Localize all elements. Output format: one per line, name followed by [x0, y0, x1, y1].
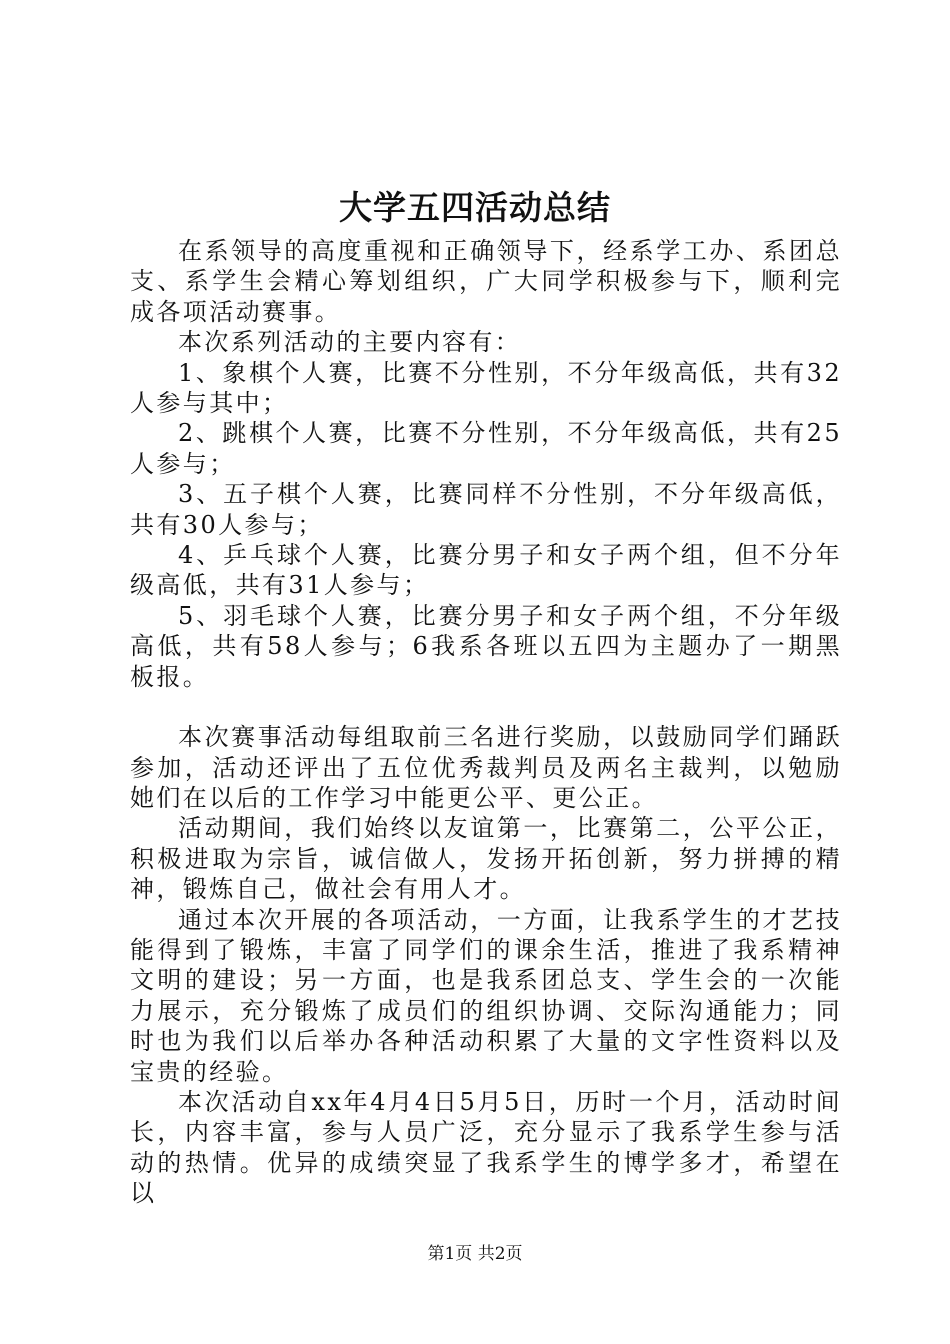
paragraph-spacer — [130, 692, 842, 722]
paragraph-awards: 本次赛事活动每组取前三名进行奖励，以鼓励同学们踊跃参加，活动还评出了五位优秀裁判员及两名主裁判，以勉励她们在以后的工作学习中能更公平、更公正。 — [130, 723, 842, 812]
list-item-table-tennis: 4、乒乓球个人赛，比赛分男子和女子两个组，但不分年级高低，共有31人参与； — [130, 541, 842, 600]
paragraph-intro: 在系领导的高度重视和正确领导下，经系学工办、系团总支、系学生会精心筹划组织，广大同学积极参与下，顺利完成各项活动赛事。 — [130, 237, 842, 326]
paragraph-benefits: 通过本次开展的各项活动，一方面，让我系学生的才艺技能得到了锻炼，丰富了同学们的课余生活，推进了我系精神文明的建设；另一方面，也是我系团总支、学生会的一次能力展示，充分锻炼了成员们的组织协调、交际沟通能力；同时也为我们以后举办各种活动积累了大量的文字性资料以及宝贵的经验。 — [130, 905, 842, 1086]
document-body — [130, 236, 842, 1209]
paragraph-principles: 活动期间，我们始终以友谊第一，比赛第二，公平公正，积极进取为宗旨，诚信做人，发扬开拓创新，努力拼搏的精神，锻炼自己，做社会有用人才。 — [130, 814, 842, 904]
paragraph-contents-heading: 本次系列活动的主要内容有： — [178, 328, 522, 357]
list-item-chess: 1、象棋个人赛，比赛不分性别，不分年级高低，共有32人参与其中； — [130, 358, 842, 418]
list-item-gomoku: 3、五子棋个人赛，比赛同样不分性别，不分年级高低，共有30人参与； — [130, 480, 842, 539]
paragraph-duration: 本次活动自xx年4月4日5月5日，历时一个月，活动时间长，内容丰富，参与人员广泛，充分显示了我系学生参与活动的热情。优异的成绩突显了我系学生的博学多才，希望在以 — [130, 1087, 842, 1208]
list-item-checkers: 2、跳棋个人赛，比赛不分性别，不分年级高低，共有25人参与； — [130, 419, 842, 478]
list-item-badminton: 5、羽毛球个人赛，比赛分男子和女子两个组，不分年级高低，共有58人参与；6我系各班以五四为主题办了一期黑板报。 — [130, 601, 842, 691]
page-number: 第1页 共2页 — [427, 1244, 523, 1264]
document-title: 大学五四活动总结 — [339, 188, 611, 227]
